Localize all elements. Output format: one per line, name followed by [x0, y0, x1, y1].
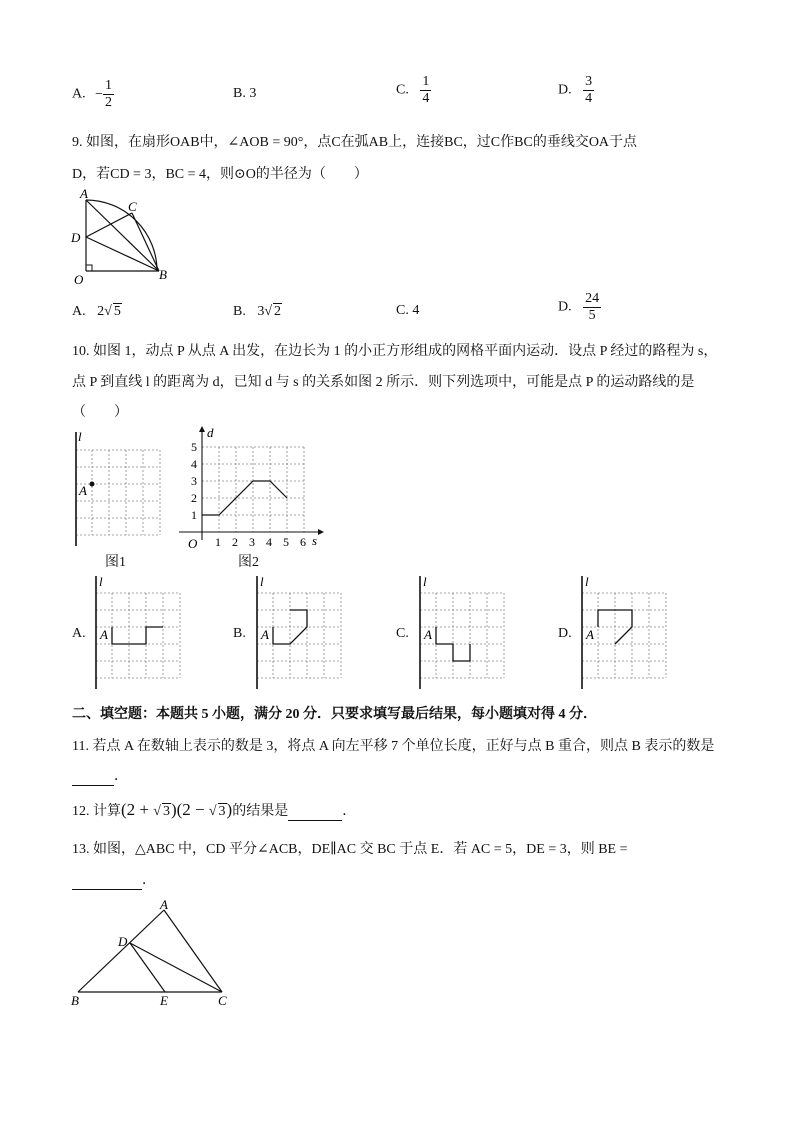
section-2-heading: 二、填空题：本题共 5 小题，满分 20 分．只要求填写最后结果，每小题填对得 4 分． — [72, 707, 597, 722]
q9-option-b: B. 3√ 2 — [233, 304, 282, 319]
q8-option-a: A. − $\frac{1}{2}$ — [72, 78, 113, 110]
q11-line-2: ． — [72, 765, 128, 786]
q13-label-d: D — [118, 934, 128, 949]
q10-fig1-point-label: A — [79, 483, 87, 498]
q9-label-d: D — [71, 230, 81, 245]
q10-fig2-ytick: 3 — [191, 474, 197, 488]
q9-option-c: C. 4 — [396, 303, 420, 318]
q8-option-a-fraction: $\frac{1}{2}$ — [105, 78, 113, 110]
q10-line-1: 10. 如图 1，动点 P 从点 A 出发，在边长为 1 的小正方形组成的网格平面内运动．设点 P 经过的路程为 s， — [72, 344, 718, 359]
q13-triangle-figure — [68, 898, 236, 1010]
q10-fig2-xtick: 2 — [232, 535, 238, 549]
q10-fig2-xtick: 6 — [300, 535, 306, 549]
q10-fig2-caption: 图2 — [238, 555, 259, 570]
q10-option-d-label: D. — [558, 626, 572, 641]
q10-fig2-ytick: 4 — [191, 457, 197, 471]
q10-fig2-ytick: 5 — [191, 440, 197, 454]
q11-line-1: 11. 若点 A 在数轴上表示的数是 3，将点 A 向左平移 7 个单位长度，正好与点 B 重合，则点 B 表示的数是 — [72, 739, 715, 754]
q9-sector-figure — [68, 186, 180, 288]
q10-fig2-y-axis-label: d — [207, 425, 214, 440]
q13-line-1: 13. 如图，△ABC 中，CD 平分∠ACB，DE∥AC 交 BC 于点 E．若 AC = 5，DE = 3，则 BE = — [72, 842, 628, 857]
q10-line-3: （ ） — [72, 405, 128, 420]
svg-text:A: A — [261, 627, 269, 642]
q10-option-a-label: A. — [72, 626, 86, 641]
q8-option-d: D. $\frac{3}{4}$ — [558, 74, 593, 106]
q8-option-c: C. $\frac{1}{4}$ — [396, 74, 430, 106]
svg-text:A: A — [424, 627, 432, 642]
svg-text:l: l — [260, 574, 264, 589]
q9-option-a: A. 2√ 5 — [72, 304, 121, 319]
q11-answer-blank[interactable] — [72, 769, 114, 786]
q10-fig1-line-label: l — [78, 429, 82, 444]
q10-option-c-label: C. — [396, 626, 409, 641]
q10-option-b-label: B. — [233, 626, 246, 641]
q8-option-d-fraction: $\frac{3}{4}$ — [585, 74, 593, 106]
q9-line-1: 9. 如图，在扇形OAB中，∠AOB = 90°，点C在弧AB上，连接BC，过C作BC的垂线交OA于点 — [72, 135, 638, 150]
q10-figure-2 — [174, 424, 326, 552]
q12-line: 12. 计算(2 + √ 3)(2 − √ 3)的结果是 ． — [72, 800, 357, 819]
q13-label-a: A — [160, 898, 168, 912]
q10-fig2-ytick: 2 — [191, 491, 197, 505]
q10-figure-1 — [70, 428, 166, 548]
q9-label-c: C — [128, 199, 137, 214]
q13-line-2: ． — [72, 869, 156, 890]
q9-label-b: B — [159, 267, 167, 282]
q10-fig2-xtick: 3 — [249, 535, 255, 549]
q12-answer-blank[interactable] — [288, 804, 342, 821]
q10-fig2-origin-label: O — [188, 536, 198, 551]
q10-fig2-xtick: 5 — [283, 535, 289, 549]
q10-fig2-xtick: 1 — [215, 535, 221, 549]
q8-option-c-fraction: $\frac{1}{4}$ — [422, 74, 430, 106]
q13-label-e: E — [160, 993, 168, 1008]
q10-option-a-figure — [90, 573, 186, 691]
q10-fig2-xtick: 4 — [266, 535, 272, 549]
svg-text:A: A — [100, 627, 108, 642]
q13-answer-blank[interactable] — [72, 873, 142, 890]
q10-option-d-figure — [576, 573, 672, 691]
q9-label-a: A — [80, 186, 88, 201]
svg-text:l: l — [99, 574, 103, 589]
q9-option-d: D. $\frac{24}{5}$ — [558, 291, 600, 323]
q8-option-b: B. 3 — [233, 86, 257, 101]
q10-fig2-x-axis-label: s — [312, 533, 318, 548]
q10-option-b-figure — [251, 573, 347, 691]
svg-text:l: l — [423, 574, 427, 589]
q10-option-c-figure — [414, 573, 510, 691]
svg-text:l: l — [585, 574, 589, 589]
q9-label-o: O — [74, 272, 84, 287]
q10-line-2: 点 P 到直线 l 的距离为 d，已知 d 与 s 的关系如图 2 所示．则下列选项中，可能是点 P 的运动路线的是 — [72, 375, 695, 390]
q10-fig1-caption: 图1 — [105, 555, 126, 570]
q13-label-b: B — [71, 993, 79, 1008]
svg-text:A: A — [586, 627, 594, 642]
q13-label-c: C — [218, 993, 227, 1008]
q9-line-2: D，若CD = 3，BC = 4，则⊙O的半径为（ ） — [72, 167, 368, 182]
q10-fig2-ytick: 1 — [191, 508, 197, 522]
